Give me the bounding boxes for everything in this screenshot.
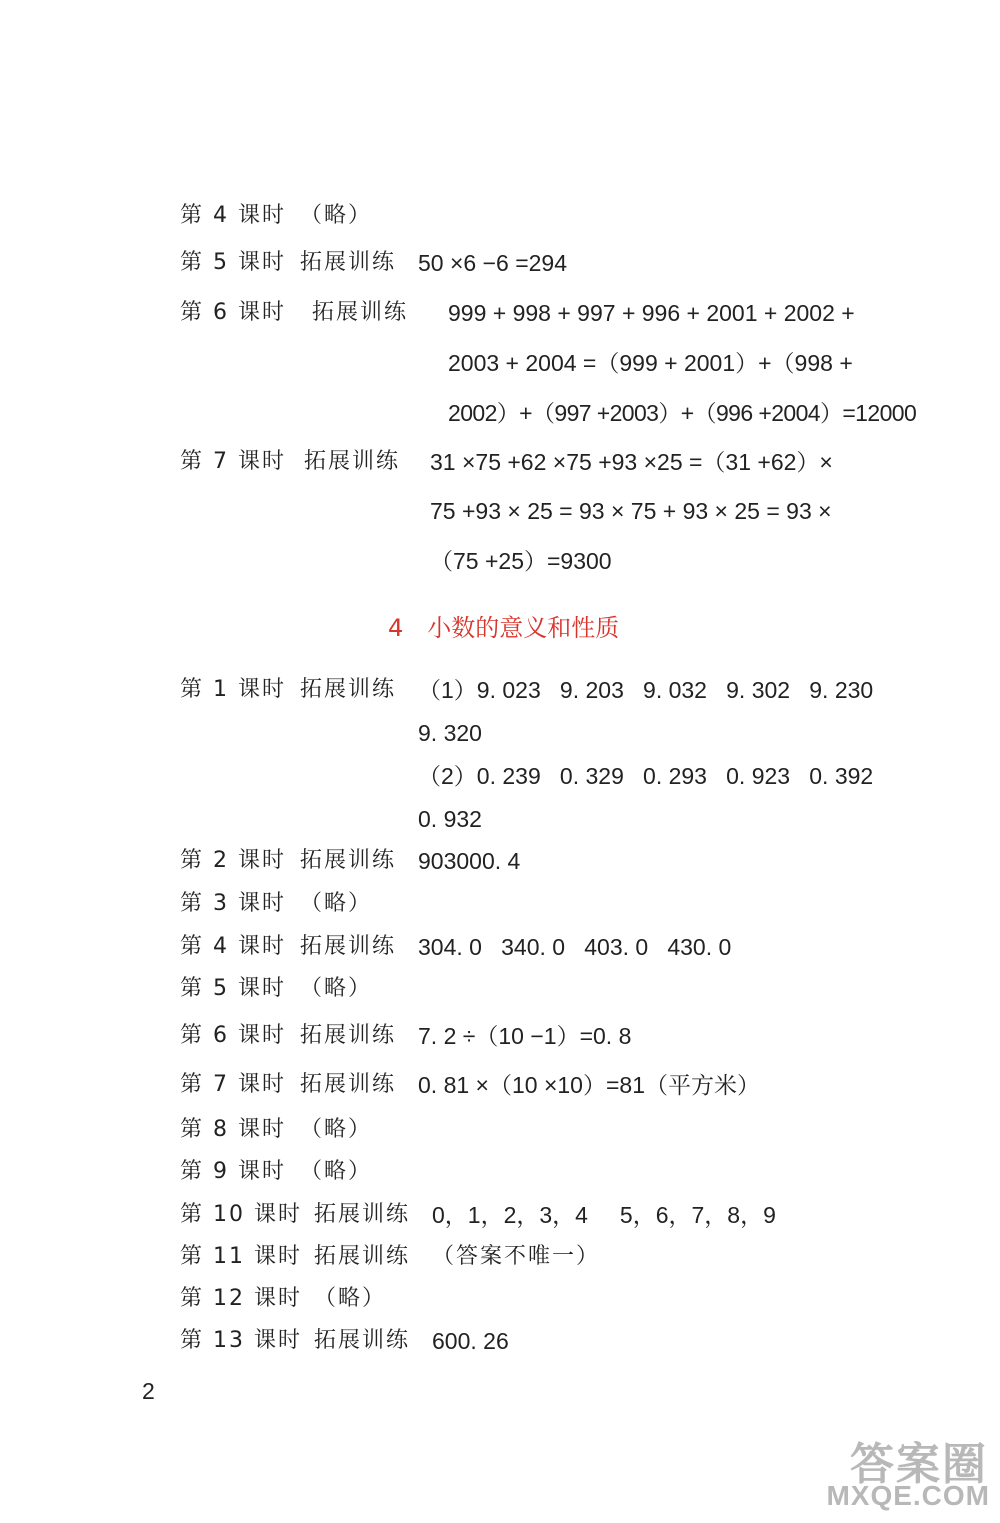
watermark-text: 答案圈 — [850, 1440, 988, 1489]
lesson-omitted: （略） — [314, 1286, 387, 1311]
lesson-label: 第 8 课时 — [180, 1117, 286, 1142]
answer-line: 7. 2 ÷（10 −1）=0. 8 — [418, 1023, 632, 1049]
lesson-label: 第 7 课时 — [180, 1072, 286, 1097]
lesson-omitted: （略） — [300, 203, 373, 228]
answer-line: 75 +93 × 25 = 93 × 75 + 93 × 25 = 93 × — [430, 498, 832, 524]
lesson-label: 第 5 课时 — [180, 976, 286, 1001]
answer-line: 31 ×75 +62 ×75 +93 ×25 =（31 +62）× — [430, 449, 833, 475]
answer-line: 304. 0 340. 0 403. 0 430. 0 — [418, 934, 732, 960]
lesson-label: 第 11 课时 — [180, 1244, 302, 1269]
answer-line: （2）0. 239 0. 329 0. 293 0. 923 0. 392 — [418, 763, 874, 789]
lesson-omitted: （略） — [300, 976, 373, 1001]
lesson-label: 第 10 课时 — [180, 1202, 302, 1227]
answer-line: 600. 26 — [432, 1328, 509, 1354]
section-number: 4 — [388, 614, 404, 642]
lesson-label: 第 12 课时 — [180, 1286, 302, 1311]
answer-line: （1）9. 023 9. 203 9. 032 9. 302 9. 230 — [418, 677, 874, 703]
lesson-kind: 拓展训练 — [314, 1244, 411, 1269]
lesson-label: 第 4 课时 — [180, 934, 286, 959]
lesson-label: 第 6 课时 — [180, 300, 286, 325]
lesson-kind: 拓展训练 — [300, 677, 397, 702]
watermark-logo — [760, 1428, 996, 1518]
lesson-omitted: （略） — [300, 891, 373, 916]
answer-line: 0. 932 — [418, 806, 482, 832]
answer-line: 9. 320 — [418, 720, 482, 746]
lesson-kind: 拓展训练 — [300, 848, 397, 873]
lesson-kind: 拓展训练 — [300, 1072, 397, 1097]
lesson-kind: 拓展训练 — [300, 934, 397, 959]
lesson-kind: 拓展训练 — [300, 1023, 397, 1048]
lesson-kind: 拓展训练 — [314, 1202, 411, 1227]
page-number: 2 — [142, 1378, 155, 1404]
lesson-label: 第 4 课时 — [180, 203, 286, 228]
watermark-url: MXQE.COM — [826, 1480, 990, 1511]
lesson-kind: 拓展训练 — [314, 1328, 411, 1353]
answer-line: （75 +25）=9300 — [430, 548, 612, 574]
lesson-label: 第 5 课时 — [180, 250, 286, 275]
answer-line: 50 ×6 −6 =294 — [418, 250, 568, 276]
answer-line: 2003 + 2004 =（999 + 2001）+（998 + — [448, 350, 853, 376]
lesson-kind: 拓展训练 — [300, 250, 397, 275]
lesson-omitted: （略） — [300, 1117, 373, 1142]
lesson-label: 第 3 课时 — [180, 891, 286, 916]
lesson-label: 第 13 课时 — [180, 1328, 302, 1353]
lesson-omitted: （略） — [300, 1159, 373, 1184]
section-title: 小数的意义和性质 — [427, 614, 620, 642]
answer-line: 999 + 998 + 997 + 996 + 2001 + 2002 + — [448, 300, 855, 326]
lesson-label: 第 9 课时 — [180, 1159, 286, 1184]
answer-line: 2002）+（997 +2003）+（996 +2004）=12000 — [448, 400, 917, 426]
answer-line: 0. 81 ×（10 ×10）=81（平方米） — [418, 1072, 760, 1098]
lesson-label: 第 2 课时 — [180, 848, 286, 873]
answer-line: 903000. 4 — [418, 848, 521, 874]
lesson-label: 第 1 课时 — [180, 677, 286, 702]
section-heading — [388, 612, 619, 644]
lesson-label: 第 7 课时 — [180, 449, 286, 474]
answer-line: 0，1，2，3，4 5，6，7，8，9 — [432, 1202, 776, 1228]
lesson-kind: 拓展训练 — [312, 300, 409, 325]
lesson-label: 第 6 课时 — [180, 1023, 286, 1048]
lesson-kind: 拓展训练 — [304, 449, 401, 474]
answer-line: （答案不唯一） — [432, 1244, 601, 1269]
